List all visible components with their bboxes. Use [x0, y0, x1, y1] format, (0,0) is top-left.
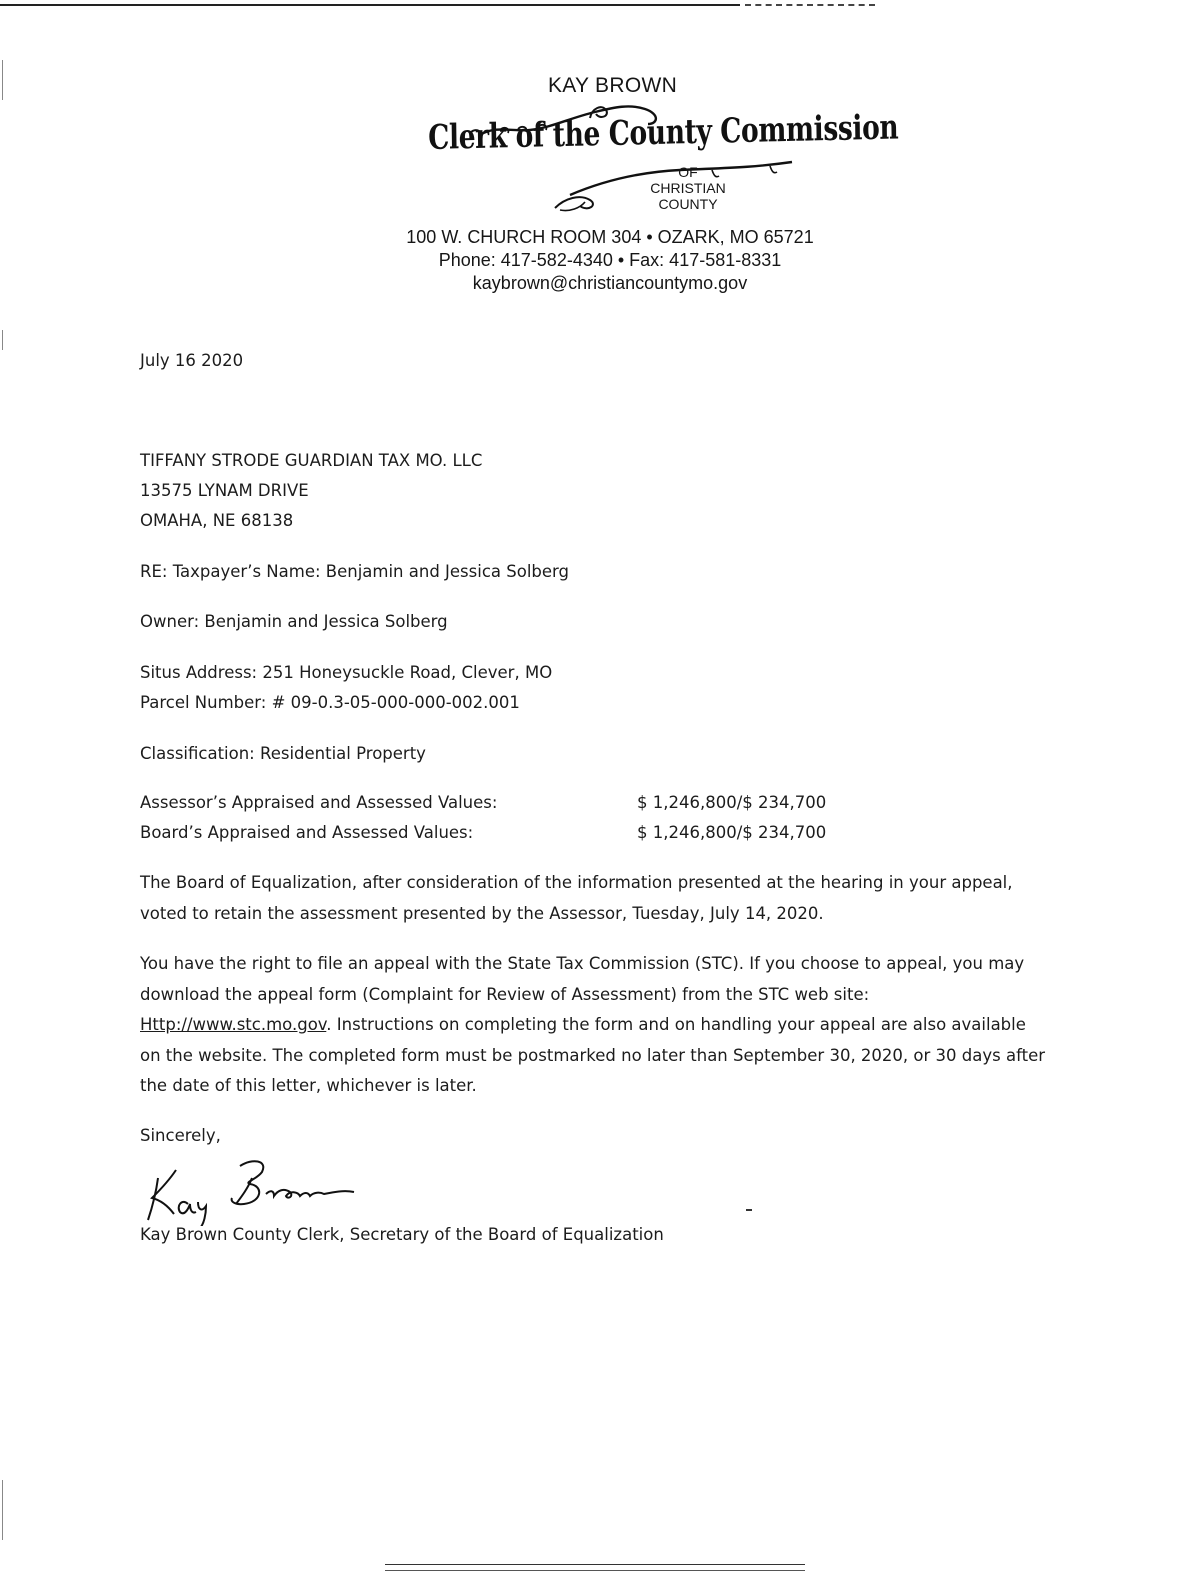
scan-edge-line: [0, 4, 740, 6]
closing: Sincerely,: [140, 1126, 221, 1145]
seal-of: OF: [678, 164, 698, 180]
letterhead-phone-fax: Phone: 417-582-4340 • Fax: 417-581-8331: [438, 250, 782, 270]
re-taxpayer-name: RE: Taxpayer’s Name: Benjamin and Jessica Solberg: [140, 562, 570, 581]
letterhead-email: kaybrown@christiancountymo.gov: [472, 273, 748, 293]
appeal-text-after-link: . Instructions on completing the form and on handling your appeal are also available on the website. The completed form must be postmarked no later than September 30, 2020, or 30 days after the date of this letter, whichever is later.: [140, 1015, 1046, 1095]
classification: Classification: Residential Property: [140, 744, 426, 763]
owner-line: Owner: Benjamin and Jessica Solberg: [140, 612, 448, 631]
assessor-values: $ 1,246,800/$ 234,700: [637, 793, 827, 812]
seal-county: COUNTY: [658, 196, 718, 212]
appeal-paragraph: [140, 949, 1050, 1102]
scan-footer-line: [385, 1570, 805, 1571]
seal-title: Clerk of the County Commission: [428, 107, 899, 158]
scan-footer-line: [385, 1564, 805, 1565]
scan-edge-dash: [745, 4, 875, 6]
recipient-line-1: TIFFANY STRODE GUARDIAN TAX MO. LLC: [140, 451, 483, 470]
clerk-seal-logo: [420, 100, 899, 220]
recipient-line-3: OMAHA, NE 68138: [140, 511, 294, 530]
handwritten-signature: [140, 1148, 370, 1226]
seal-christian: CHRISTIAN: [650, 180, 726, 196]
appeal-text-before-link: You have the right to file an appeal with the State Tax Commission (STC). If you choose to appeal, you may download the appeal form (Complaint for Review of Assessment) from the STC web site:: [140, 954, 1025, 1004]
decision-paragraph: The Board of Equalization, after consideration of the information presented at the hearing in your appeal, voted to retain the assessment presented by the Assessor, Tuesday, July 14, 2020.: [140, 873, 1013, 923]
letterhead-name: KAY BROWN: [547, 74, 678, 97]
recipient-line-2: 13575 LYNAM DRIVE: [140, 481, 309, 500]
board-values-label: Board’s Appraised and Assessed Values:: [140, 823, 474, 842]
scan-speck: [746, 1209, 752, 1211]
letterhead-address: 100 W. CHURCH ROOM 304 • OZARK, MO 65721: [406, 227, 814, 247]
parcel-number: Parcel Number: # 09-0.3-05-000-000-002.001: [140, 693, 520, 712]
stc-website-link[interactable]: Http://www.stc.mo.gov: [140, 1015, 327, 1034]
scan-margin-mark: [2, 330, 3, 350]
letter-date: July 16 2020: [140, 351, 244, 370]
assessor-values-label: Assessor’s Appraised and Assessed Values:: [140, 793, 498, 812]
situs-address: Situs Address: 251 Honeysuckle Road, Clever, MO: [140, 663, 553, 682]
scan-margin-mark: [2, 1480, 3, 1540]
signature-block: Kay Brown County Clerk, Secretary of the Board of Equalization: [140, 1225, 664, 1244]
board-values: $ 1,246,800/$ 234,700: [637, 823, 827, 842]
seal-subtitle: [648, 164, 728, 212]
